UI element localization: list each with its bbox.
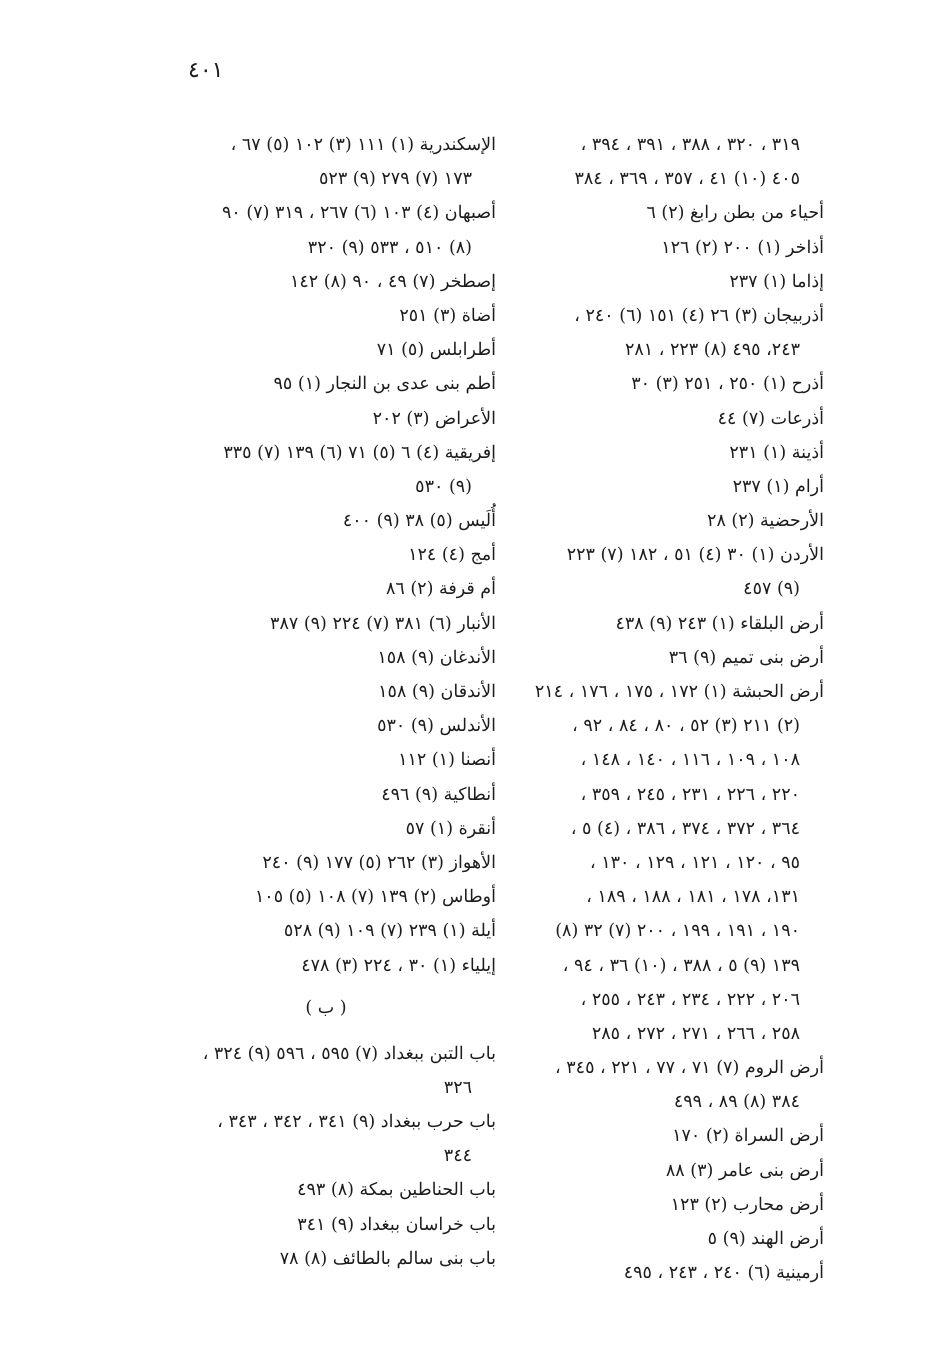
index-entry-continuation: ١٣١، ١٧٨ ، ١٨١ ، ١٨٨ ، ١٨٩ ، bbox=[586, 887, 800, 908]
index-column-right bbox=[519, 128, 824, 1290]
index-entry: الأندقان (٩) ١٥٨ bbox=[378, 682, 496, 702]
index-entry: أصبهان (٤) ١٠٣ (٦) ٢٦٧ ، ٣١٩ (٧) ٩٠ bbox=[221, 203, 496, 224]
index-entry: الأهواز (٣) ٢٦٢ (٥) ١٧٧ (٩) ٢٤٠ bbox=[262, 852, 496, 873]
index-entry: أرض الروم (٧) ٧١ ، ٧٧ ، ٢٢١ ، ٣٤٥ ، bbox=[555, 1058, 824, 1079]
index-entry: الأندلس (٩) ٥٣٠ bbox=[377, 716, 496, 737]
index-entry-continuation: ١٠٨ ، ١٠٩ ، ١١٦ ، ١٤٠ ، ١٤٨ ، bbox=[580, 750, 800, 771]
index-entry: أيلة (١) ٢٣٩ (٧) ١٠٩ (٩) ٥٢٨ bbox=[283, 921, 496, 942]
index-entry-continuation: ٤٠٥ (١٠) ٤١ ، ٣٥٧ ، ٣٦٩ ، ٣٨٤ bbox=[574, 169, 800, 190]
index-entry: إفريقية (٤) ٦ (٥) ٧١ (٦) ١٣٩ (٧) ٣٣٥ bbox=[223, 442, 496, 463]
index-entry-continuation: ١٣٩ (٩) ٥ ، ٣٨٨ ، (١٠) ٣٦ ، ٩٤ ، bbox=[562, 955, 800, 976]
index-entry: أذربيجان (٣) ٢٦ (٤) ١٥١ (٦) ٢٤٠ ، bbox=[574, 305, 824, 326]
index-entry: الأردن (١) ٣٠ (٤) ٥١ ، ١٨٢ (٧) ٢٢٣ bbox=[566, 545, 824, 566]
index-entry: باب حرب ببغداد (٩) ٣٤١ ، ٣٤٢ ، ٣٤٣ ، bbox=[217, 1112, 496, 1133]
index-entry: الأندغان (٩) ١٥٨ bbox=[377, 647, 496, 668]
index-entry: أطرابلس (٥) ٧١ bbox=[376, 340, 496, 361]
index-entry: أم قرفة (٢) ٨٦ bbox=[385, 579, 496, 600]
index-entry-continuation: ٢٢٠ ، ٢٢٦ ، ٢٣١ ، ٢٤٥ ، ٣٥٩ ، bbox=[580, 784, 800, 805]
index-entry-continuation: (٢) ٢١١ (٣) ٥٢ ، ٨٠ ، ٨٤ ، ٩٢ ، bbox=[572, 716, 800, 737]
index-entry: أرض البلقاء (١) ٢٤٣ (٩) ٤٣٨ bbox=[615, 613, 824, 634]
index-entry: أمج (٤) ١٢٤ bbox=[408, 545, 496, 566]
index-entry-continuation: ٩٥ ، ١٢٠ ، ١٢١ ، ١٢٩ ، ١٣٠ ، bbox=[590, 852, 800, 873]
page-number: ٤٠١ bbox=[188, 58, 224, 83]
index-entry: الإسكندرية (١) ١١١ (٣) ١٠٢ (٥) ٦٧ ، bbox=[230, 135, 496, 155]
index-entry-continuation: ٣٢٦ bbox=[443, 1077, 472, 1098]
index-entry-continuation: ١٩٠ ، ١٩١ ، ١٩٩ ، ٢٠٠ (٧) ٣٢ (٨) bbox=[555, 921, 800, 942]
index-entry: أذينة (١) ٢٣١ bbox=[729, 442, 824, 463]
index-entry: باب الحناطين بمكة (٨) ٤٩٣ bbox=[297, 1180, 496, 1201]
index-entry: أذرعات (٧) ٤٤ bbox=[717, 408, 824, 429]
index-entry-continuation: ٣٤٤ bbox=[443, 1146, 472, 1167]
index-entry: إيلياء (١) ٣٠ ، ٢٢٤ (٣) ٤٧٨ bbox=[301, 955, 496, 976]
index-entry: أرض محارب (٢) ١٢٣ bbox=[670, 1194, 824, 1215]
index-entry-continuation: (٨) ٥١٠ ، ٥٣٣ (٩) ٣٢٠ bbox=[307, 237, 472, 258]
index-entry: الأعراض (٣) ٢٠٢ bbox=[372, 408, 496, 429]
index-entry: أذاخر (١) ٢٠٠ (٢) ١٢٦ bbox=[661, 237, 824, 258]
index-entry: أرض الحبشة (١) ١٧٢ ، ١٧٥ ، ١٧٦ ، ٢١٤ bbox=[534, 682, 824, 702]
index-entry: إذاما (١) ٢٣٧ bbox=[729, 271, 824, 292]
index-entry: أذرح (١) ٢٥٠ ، ٢٥١ (٣) ٣٠ bbox=[631, 374, 824, 395]
index-entry-continuation: ٣٦٤ ، ٣٧٢ ، ٣٧٤ ، ٣٨٦ ، (٤) ٥ ، bbox=[570, 818, 800, 839]
index-entry: أرض بنى تميم (٩) ٣٦ bbox=[668, 647, 824, 668]
index-entry: أنقرة (١) ٥٧ bbox=[405, 818, 496, 839]
index-entry: أطم بنى عدى بن النجار (١) ٩٥ bbox=[273, 374, 496, 395]
index-column-left bbox=[156, 128, 496, 1276]
index-entry: أرام (١) ٢٣٧ bbox=[732, 476, 824, 497]
index-entry: الأرحضية (٢) ٢٨ bbox=[707, 511, 824, 532]
index-entry-continuation: ١٧٣ (٧) ٢٧٩ (٩) ٥٢٣ bbox=[319, 169, 472, 190]
index-entry: أُلَيس (٥) ٣٨ (٩) ٤٠٠ bbox=[342, 511, 496, 532]
index-entry-continuation: ٣٨٤ (٨) ٨٩ ، ٤٩٩ bbox=[673, 1092, 800, 1113]
index-entry-continuation: ٢٠٦ ، ٢٢٢ ، ٢٣٤ ، ٢٤٣ ، ٢٥٥ ، bbox=[580, 989, 800, 1010]
index-entry-continuation: ٣١٩ ، ٣٢٠ ، ٣٨٨ ، ٣٩١ ، ٣٩٤ ، bbox=[580, 135, 800, 155]
index-entry: أضاة (٣) ٢٥١ bbox=[399, 305, 496, 326]
section-heading: ( ب ) bbox=[305, 997, 347, 1018]
index-entry-continuation: ٢٤٣، ٤٩٥ (٨) ٢٢٣ ، ٢٨١ bbox=[625, 340, 800, 361]
index-entry: باب التبن ببغداد (٧) ٥٩٥ ، ٥٩٦ (٩) ٣٢٤ ، bbox=[202, 1043, 496, 1064]
index-entry: أرض الهند (٩) ٥ bbox=[707, 1229, 824, 1249]
index-entry: أرض بنى عامر (٣) ٨٨ bbox=[665, 1160, 824, 1181]
index-entry-continuation: ٢٥٨ ، ٢٦٦ ، ٢٧١ ، ٢٧٢ ، ٢٨٥ bbox=[591, 1023, 800, 1044]
index-entry: باب خراسان ببغداد (٩) ٣٤١ bbox=[297, 1214, 496, 1235]
index-entry: أنصنا (١) ١١٢ bbox=[398, 750, 496, 771]
index-entry: أحياء من بطن رابغ (٢) ٦ bbox=[646, 203, 824, 224]
index-entry: أوطاس (٢) ١٣٩ (٧) ١٠٨ (٥) ١٠٥ bbox=[254, 887, 496, 908]
index-entry: أرمينية (٦) ٢٤٠ ، ٢٤٣ ، ٤٩٥ bbox=[623, 1263, 824, 1284]
index-entry: إصطخر (٧) ٤٩ ، ٩٠ (٨) ١٤٢ bbox=[289, 271, 496, 292]
index-entry-continuation: (٩) ٤٥٧ bbox=[743, 579, 800, 600]
index-entry: أرض السراة (٢) ١٧٠ bbox=[672, 1126, 824, 1147]
index-entry: أنطاكية (٩) ٤٩٦ bbox=[381, 784, 496, 805]
index-entry: باب بنى سالم بالطائف (٨) ٧٨ bbox=[279, 1248, 496, 1269]
index-entry-continuation: (٩) ٥٣٠ bbox=[415, 476, 472, 497]
index-entry: الأنبار (٦) ٣٨١ (٧) ٢٢٤ (٩) ٣٨٧ bbox=[270, 613, 496, 634]
